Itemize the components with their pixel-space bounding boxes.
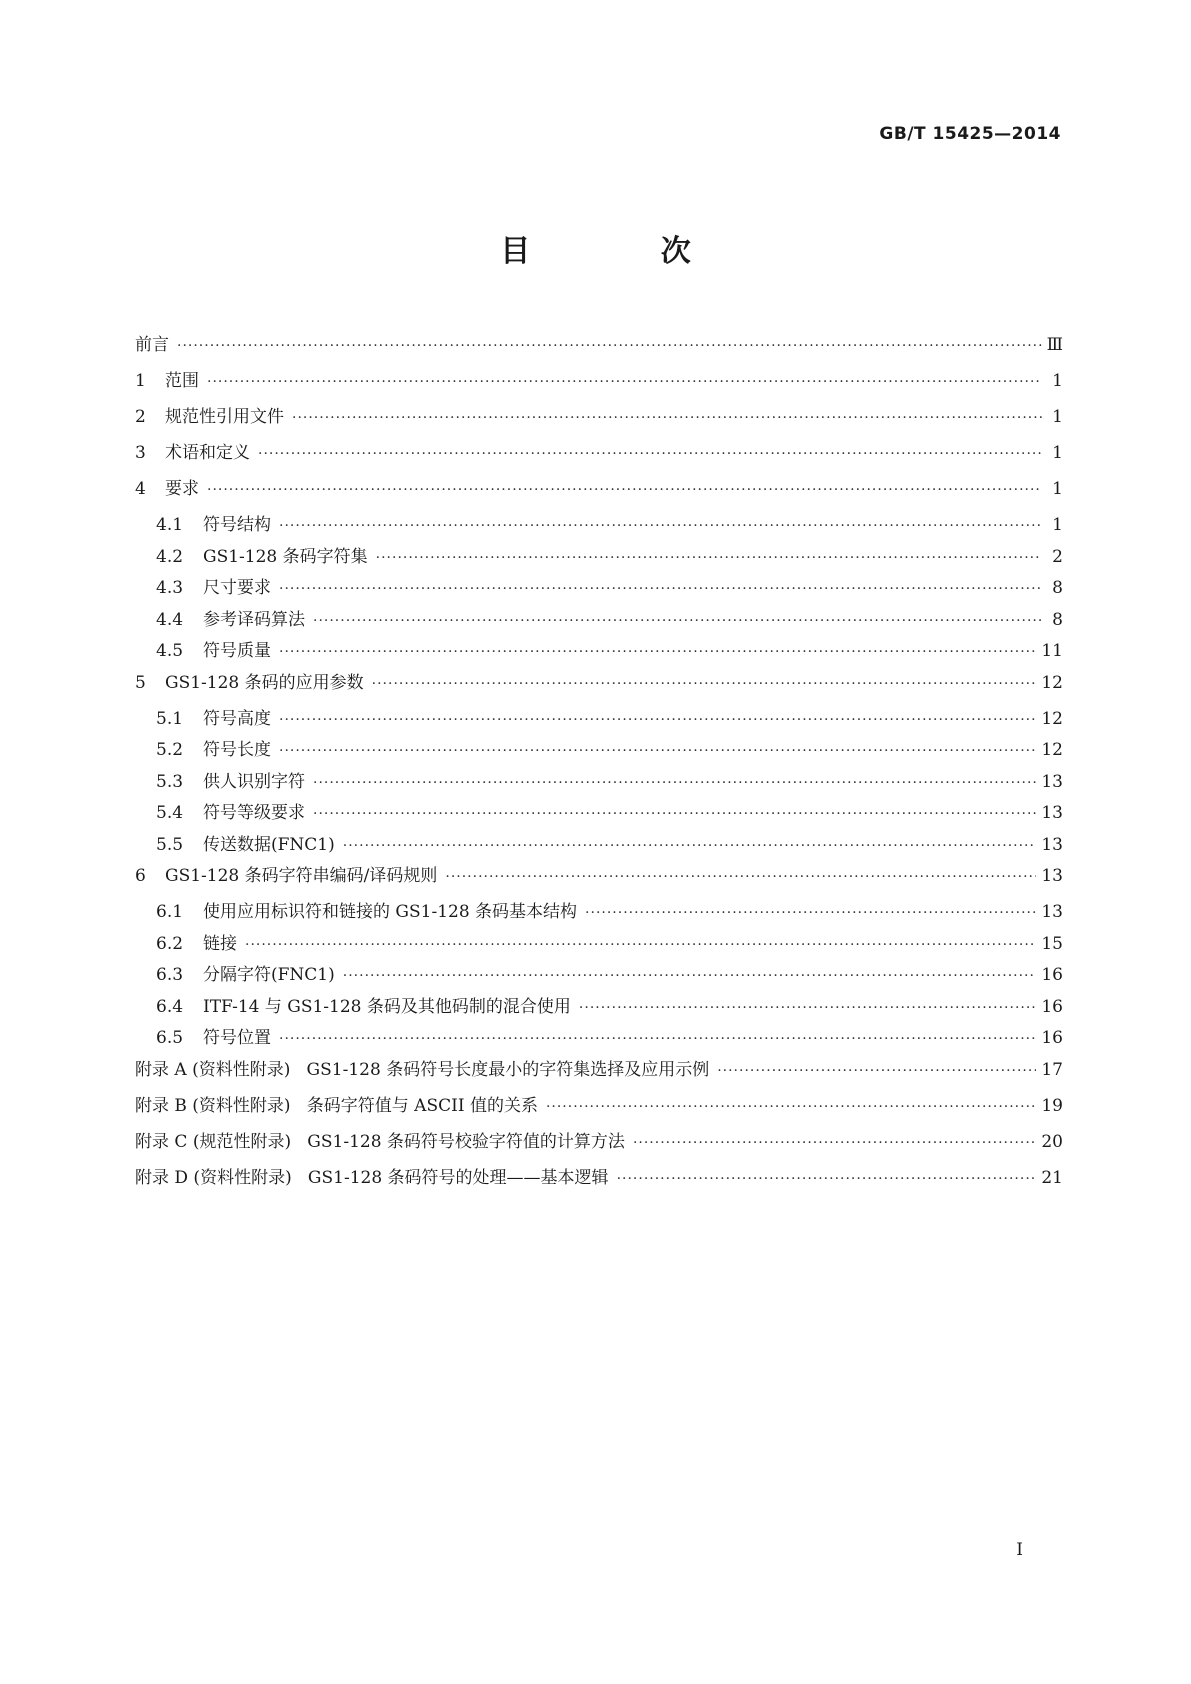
toc-entry-page: 16: [1041, 965, 1063, 985]
toc-entry[interactable]: [135, 438, 1063, 474]
toc-entry-number: 5: [135, 672, 146, 693]
toc-entry[interactable]: [135, 1163, 1063, 1199]
toc-entry-label: GS1-128 条码的应用参数: [165, 672, 364, 693]
toc-entry[interactable]: [135, 767, 1063, 799]
toc-entry[interactable]: [135, 1023, 1063, 1055]
toc-dot-leader: [445, 869, 1036, 885]
toc-entry-page: 13: [1041, 803, 1063, 823]
toc-entry-number: 6.5: [156, 1028, 184, 1048]
toc-entry-label: 尺寸要求: [203, 578, 271, 598]
toc-entry-label: 参考译码算法: [203, 609, 305, 630]
toc-dot-leader: [279, 712, 1036, 728]
toc-entry-page: 13: [1041, 902, 1063, 922]
toc-entry[interactable]: [135, 330, 1063, 366]
toc-entry-page: 21: [1041, 1167, 1063, 1188]
toc-entry[interactable]: [135, 861, 1063, 897]
toc-entry-page: 11: [1041, 641, 1063, 661]
toc-entry-page: 8: [1052, 578, 1063, 598]
toc-entry-number: 4.1: [156, 515, 184, 535]
toc-entry[interactable]: [135, 704, 1063, 736]
toc-entry[interactable]: [135, 510, 1063, 542]
toc-dot-leader: [585, 905, 1036, 921]
toc-entry[interactable]: [135, 668, 1063, 704]
toc-entry-number: 5.4: [156, 803, 184, 823]
toc-entry[interactable]: [135, 1055, 1063, 1091]
toc-entry-number: 6: [135, 866, 146, 886]
toc-dot-leader: [279, 518, 1042, 534]
toc-entry-label: 符号长度: [203, 740, 271, 760]
toc-dot-leader: [207, 374, 1042, 390]
toc-entry-label: 符号质量: [203, 641, 271, 661]
toc-dot-leader: [279, 644, 1036, 660]
table-of-contents: [135, 330, 1063, 1199]
toc-entry[interactable]: [135, 798, 1063, 830]
toc-entry-label: 规范性引用文件: [165, 407, 284, 427]
toc-entry-page: 17: [1041, 1059, 1063, 1080]
toc-entry-number: 5.3: [156, 771, 184, 792]
toc-entry-page: 2: [1052, 546, 1063, 567]
toc-entry[interactable]: [135, 605, 1063, 637]
toc-entry[interactable]: [135, 960, 1063, 992]
toc-entry-number: 6.4: [156, 996, 184, 1017]
toc-entry[interactable]: [135, 1091, 1063, 1127]
toc-entry-label: 符号结构: [203, 515, 271, 535]
toc-entry-page: 13: [1041, 771, 1063, 792]
toc-entry-number: 2: [135, 407, 146, 427]
toc-dot-leader: [633, 1135, 1036, 1151]
toc-entry-label: 传送数据(FNC1): [203, 834, 335, 855]
toc-dot-leader: [279, 581, 1042, 597]
toc-entry[interactable]: [135, 897, 1063, 929]
toc-entry[interactable]: [135, 474, 1063, 510]
toc-entry-number: 5.1: [156, 708, 184, 729]
toc-entry-label: 附录 C (规范性附录) GS1-128 条码符号校验字符值的计算方法: [135, 1131, 625, 1152]
toc-dot-leader: [717, 1063, 1036, 1079]
toc-dot-leader: [313, 613, 1042, 629]
toc-entry-label: 要求: [165, 479, 199, 499]
toc-dot-leader: [207, 482, 1042, 498]
toc-entry-number: 6.1: [156, 902, 184, 922]
toc-entry-number: 4.5: [156, 641, 184, 661]
toc-entry-page: 1: [1052, 443, 1063, 463]
page-number: I: [1016, 1540, 1023, 1560]
toc-entry-label: 链接: [203, 933, 237, 954]
toc-entry-label: 前言: [135, 335, 169, 355]
toc-entry-label: ITF-14 与 GS1-128 条码及其他码制的混合使用: [203, 996, 571, 1017]
toc-entry-label: 术语和定义: [165, 443, 250, 463]
toc-entry-number: 6.3: [156, 965, 184, 985]
toc-entry-number: 3: [135, 443, 146, 463]
toc-dot-leader: [546, 1099, 1036, 1115]
toc-entry-page: 13: [1041, 866, 1063, 886]
toc-entry-page: 1: [1052, 479, 1063, 499]
toc-entry-label: 符号高度: [203, 708, 271, 729]
toc-entry-page: 13: [1041, 834, 1063, 855]
toc-entry-label: GS1-128 条码字符串编码/译码规则: [165, 866, 438, 886]
toc-entry[interactable]: [135, 929, 1063, 961]
toc-entry[interactable]: [135, 1127, 1063, 1163]
toc-entry-label: 符号位置: [203, 1028, 271, 1048]
toc-dot-leader: [343, 968, 1037, 984]
toc-entry-label: 附录 A (资料性附录) GS1-128 条码符号长度最小的字符集选择及应用示例: [135, 1059, 710, 1080]
toc-entry-page: 12: [1041, 708, 1063, 729]
toc-entry-page: 20: [1041, 1131, 1063, 1152]
toc-dot-leader: [258, 446, 1042, 462]
toc-entry[interactable]: [135, 573, 1063, 605]
toc-entry[interactable]: [135, 992, 1063, 1024]
toc-entry[interactable]: [135, 636, 1063, 668]
toc-dot-leader: [617, 1171, 1037, 1187]
toc-dot-leader: [376, 550, 1042, 566]
toc-dot-leader: [245, 937, 1036, 953]
toc-entry[interactable]: [135, 830, 1063, 862]
toc-entry[interactable]: [135, 366, 1063, 402]
toc-dot-leader: [177, 338, 1042, 354]
toc-entry-number: 4.4: [156, 609, 184, 630]
toc-dot-leader: [313, 775, 1036, 791]
toc-entry-number: 6.2: [156, 933, 184, 954]
toc-entry-label: 范围: [165, 371, 199, 391]
toc-entry-label: 分隔字符(FNC1): [203, 965, 335, 985]
toc-entry-page: 8: [1052, 609, 1063, 630]
toc-entry-label: 符号等级要求: [203, 803, 305, 823]
toc-dot-leader: [372, 676, 1037, 692]
toc-dot-leader: [579, 1000, 1036, 1016]
toc-entry[interactable]: [135, 735, 1063, 767]
toc-entry-number: 4.2: [156, 546, 184, 567]
toc-entry-page: 12: [1041, 740, 1063, 760]
toc-dot-leader: [313, 806, 1036, 822]
toc-entry-number: 5.5: [156, 834, 184, 855]
toc-entry-page: 1: [1052, 407, 1063, 427]
toc-entry-number: 5.2: [156, 740, 184, 760]
toc-entry[interactable]: [135, 542, 1063, 574]
toc-entry-label: 附录 B (资料性附录) 条码字符值与 ASCII 值的关系: [135, 1095, 538, 1116]
toc-entry-page: 16: [1041, 1028, 1063, 1048]
toc-dot-leader: [279, 1031, 1036, 1047]
toc-entry-label: 供人识别字符: [203, 771, 305, 792]
toc-entry-number: 4: [135, 479, 146, 499]
toc-entry-label: 使用应用标识符和链接的 GS1-128 条码基本结构: [203, 902, 578, 922]
toc-entry-page: 1: [1052, 515, 1063, 535]
toc-entry-number: 1: [135, 371, 146, 391]
page-title: 目 次: [500, 234, 751, 269]
toc-entry-page: Ⅲ: [1046, 335, 1063, 355]
toc-entry-page: 15: [1041, 933, 1063, 954]
toc-entry-number: 4.3: [156, 578, 184, 598]
toc-entry-label: GS1-128 条码字符集: [203, 546, 368, 567]
toc-dot-leader: [279, 743, 1036, 759]
toc-dot-leader: [343, 838, 1037, 854]
toc-dot-leader: [292, 410, 1042, 426]
toc-entry-page: 1: [1052, 371, 1063, 391]
toc-entry-page: 19: [1041, 1095, 1063, 1116]
toc-entry-page: 16: [1041, 996, 1063, 1017]
toc-entry[interactable]: [135, 402, 1063, 438]
toc-entry-page: 12: [1041, 672, 1063, 693]
toc-entry-label: 附录 D (资料性附录) GS1-128 条码符号的处理——基本逻辑: [135, 1167, 609, 1188]
standard-number: GB/T 15425—2014: [879, 124, 1061, 144]
